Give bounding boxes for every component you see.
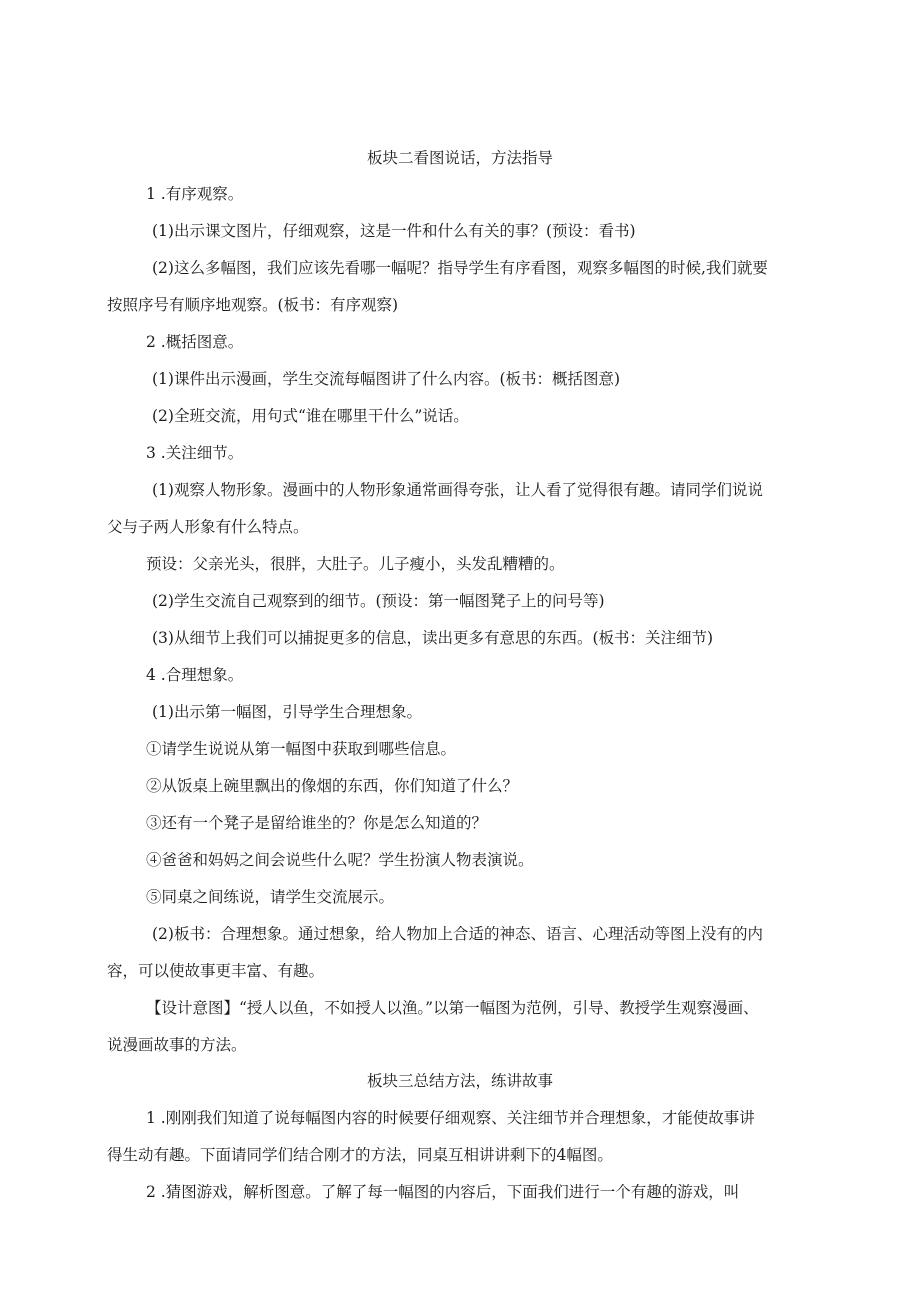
paragraph: 父与子两人形象有什么特点。	[107, 518, 309, 536]
paragraph: (2)学生交流自己观察到的细节。(预设：第一幅图凳子上的问号等)	[152, 592, 605, 610]
paragraph: (3)从细节上我们可以捕捉更多的信息，读出更多有意思的东西。(板书：关注细节)	[152, 629, 714, 647]
paragraph: 2 .猜图游戏，解析图意。了解了每一幅图的内容后，下面我们进行一个有趣的游戏，叫	[146, 1183, 740, 1201]
paragraph: (2)这么多幅图，我们应该先看哪一幅呢？指导学生有序看图，观察多幅图的时候,我们就要	[152, 259, 768, 277]
design-intent: 说漫画故事的方法。	[107, 1036, 247, 1054]
list-item: ②从饭桌上碗里飘出的像烟的东西，你们知道了什么？	[146, 777, 519, 795]
design-intent: 【设计意图】“授人以鱼，不如授人以渔。”以第一幅图为范例，引导、教授学生观察漫画、	[146, 999, 759, 1017]
paragraph: (1)出示课文图片，仔细观察，这是一件和什么有关的事？(预设：看书)	[152, 222, 636, 240]
paragraph: 容，可以使故事更丰富、有趣。	[107, 962, 325, 980]
paragraph: 预设：父亲光头，很胖，大肚子。儿子瘦小，头发乱糟糟的。	[146, 555, 565, 573]
section-3-title: 板块三总结方法，练讲故事	[366, 1072, 553, 1090]
paragraph: (1)出示第一幅图，引导学生合理想象。	[152, 703, 422, 721]
section-2-title: 板块二看图说话，方法指导	[366, 149, 553, 167]
heading-ordered-observation: 1 .有序观察。	[146, 185, 244, 203]
heading-imagination: 4 .合理想象。	[146, 666, 244, 684]
paragraph: (1)观察人物形象。漫画中的人物形象通常画得夸张，让人看了觉得很有趣。请同学们说说	[152, 481, 763, 499]
heading-details: 3 .关注细节。	[146, 444, 244, 462]
paragraph: 1 .刚刚我们知道了说每幅图内容的时候要仔细观察、关注细节并合理想象，才能使故事讲	[146, 1109, 755, 1127]
paragraph: 得生动有趣。下面请同学们结合刚才的方法，同桌互相讲讲剩下的4幅图。	[107, 1146, 613, 1164]
heading-summarize: 2 .概括图意。	[146, 333, 244, 351]
list-item: ①请学生说说从第一幅图中获取到哪些信息。	[146, 740, 457, 758]
list-item: ④爸爸和妈妈之间会说些什么呢？学生扮演人物表演说。	[146, 851, 534, 869]
paragraph: (2)板书：合理想象。通过想象，给人物加上合适的神态、语言、心理活动等图上没有的内	[152, 925, 763, 943]
paragraph: 按照序号有顺序地观察。(板书：有序观察)	[107, 296, 399, 314]
list-item: ③还有一个凳子是留给谁坐的？你是怎么知道的？	[146, 814, 488, 832]
list-item: ⑤同桌之间练说，请学生交流展示。	[146, 888, 395, 906]
paragraph: (2)全班交流，用句式“谁在哪里干什么”说话。	[152, 407, 469, 425]
paragraph: (1)课件出示漫画，学生交流每幅图讲了什么内容。(板书：概括图意)	[152, 370, 621, 388]
